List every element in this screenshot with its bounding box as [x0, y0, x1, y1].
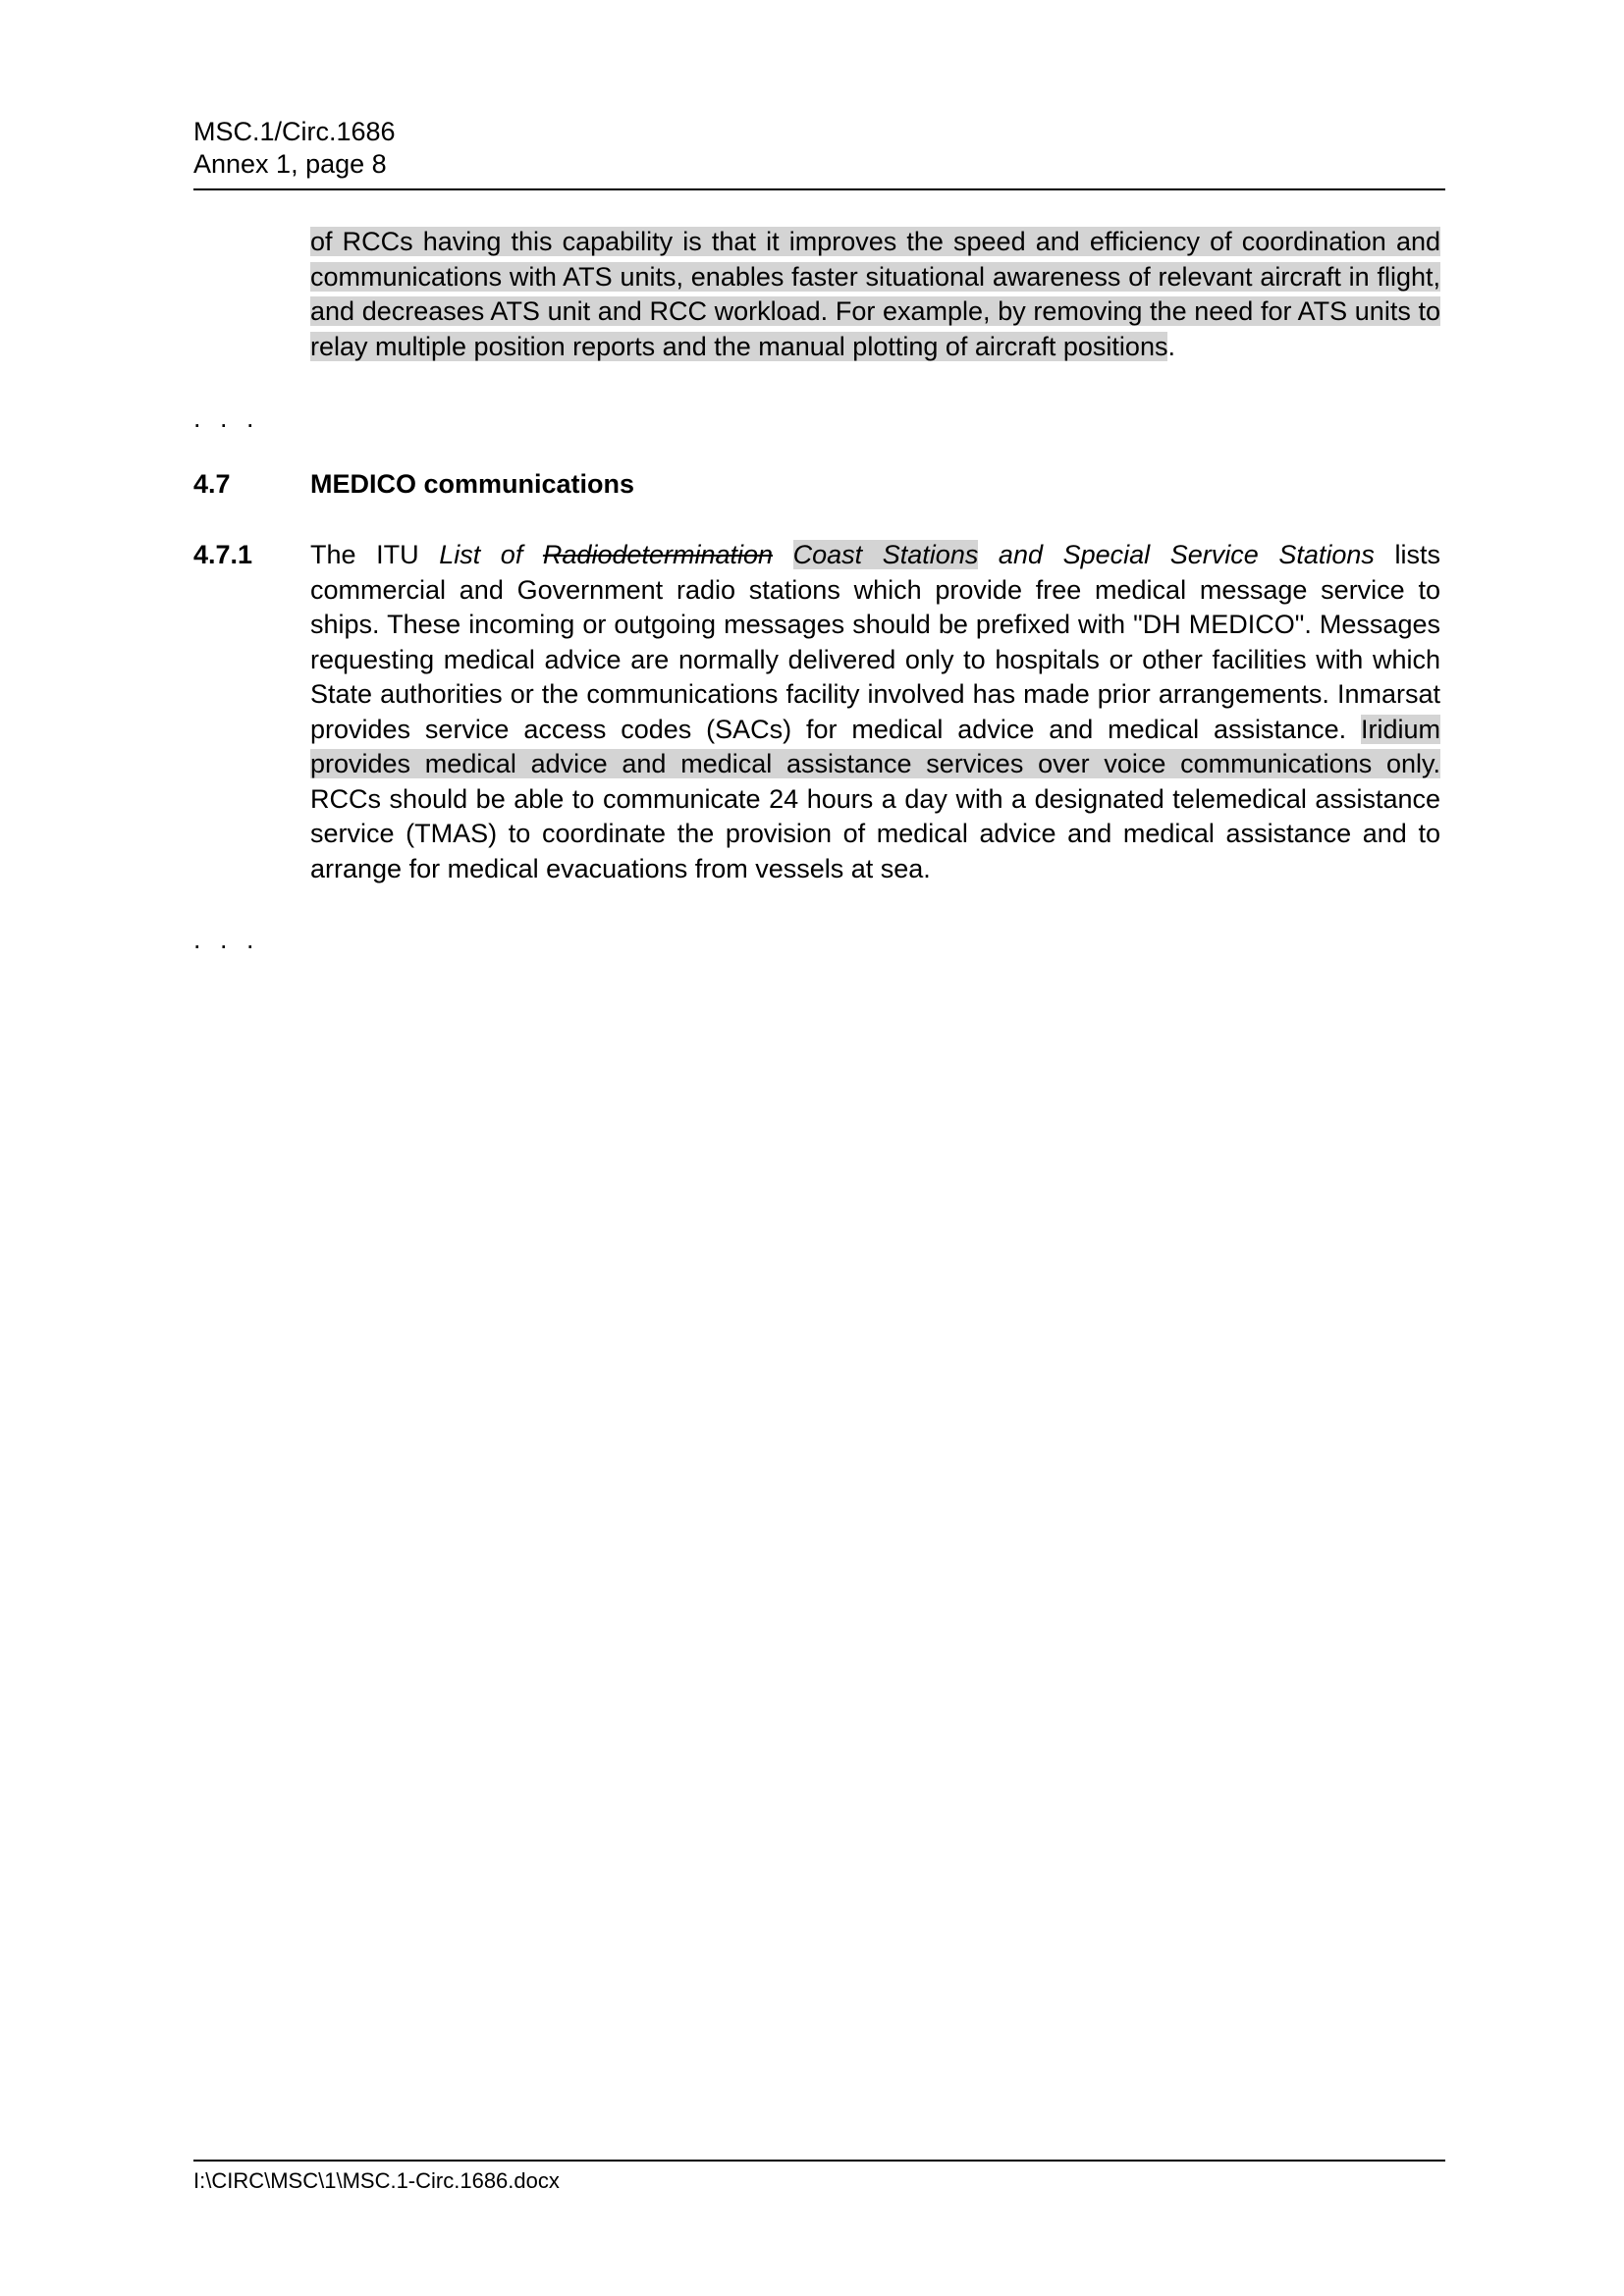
section-number: 4.7	[193, 469, 231, 499]
paragraph-intro: The ITU	[310, 540, 440, 569]
header-rule	[193, 188, 1445, 190]
tracked-deletion: Radiodetermination	[542, 540, 774, 569]
paragraph-text: lists commercial and Government radio stations which provide free medical message service to ships. These incoming or outgoing messages should be prefixed with "DH MEDICO". Messages requesting medical advice are normally delivered only to hospitals or other facilities with which State authorities or the communications facility involved has made prior arrangements. Inmarsat provides service access codes (SACs) for medical advice and medical assistance.	[310, 540, 1440, 744]
omission-ellipsis: . . .	[193, 925, 260, 954]
section-heading: MEDICO communications	[310, 469, 635, 499]
header-document-id: MSC.1/Circ.1686	[193, 117, 396, 146]
footer-rule	[193, 2160, 1445, 2162]
footer-file-path: I:\CIRC\MSC\1\MSC.1-Circ.1686.docx	[193, 2168, 560, 2193]
space	[773, 540, 793, 569]
paragraph-end-punct: .	[1167, 331, 1175, 361]
paragraph-continued	[310, 225, 1440, 364]
paragraph-text: RCCs should be able to communicate 24 hours a day with a designated telemedical assistance service (TMAS) to coordinate the provision of medical advice and medical assistance and to arrange for medical evacuations from vessels at sea.	[310, 783, 1440, 883]
omission-ellipsis: . . .	[193, 403, 260, 433]
tracked-insertion-highlight: of RCCs having this capability is that it improves the speed and efficiency of coordination and communications with ATS units, enables faster situational awareness of relevant aircraft in flight, and decreases ATS unit and RCC workload. For example, by removing the need for ATS units to relay multiple position reports and the manual plotting of aircraft positions	[310, 227, 1440, 361]
paragraph-4-7-1	[310, 538, 1440, 886]
header-page-ref: Annex 1, page 8	[193, 149, 387, 179]
tracked-insertion-highlight: Coast Stations	[792, 540, 979, 569]
publication-title-part: and Special Service Stations	[978, 540, 1375, 569]
paragraph-number: 4.7.1	[193, 540, 253, 569]
tracked-insertion-highlight: Iridium provides medical advice and medical assistance services over voice communications only.	[310, 714, 1440, 778]
publication-title-part: List of	[439, 540, 543, 569]
